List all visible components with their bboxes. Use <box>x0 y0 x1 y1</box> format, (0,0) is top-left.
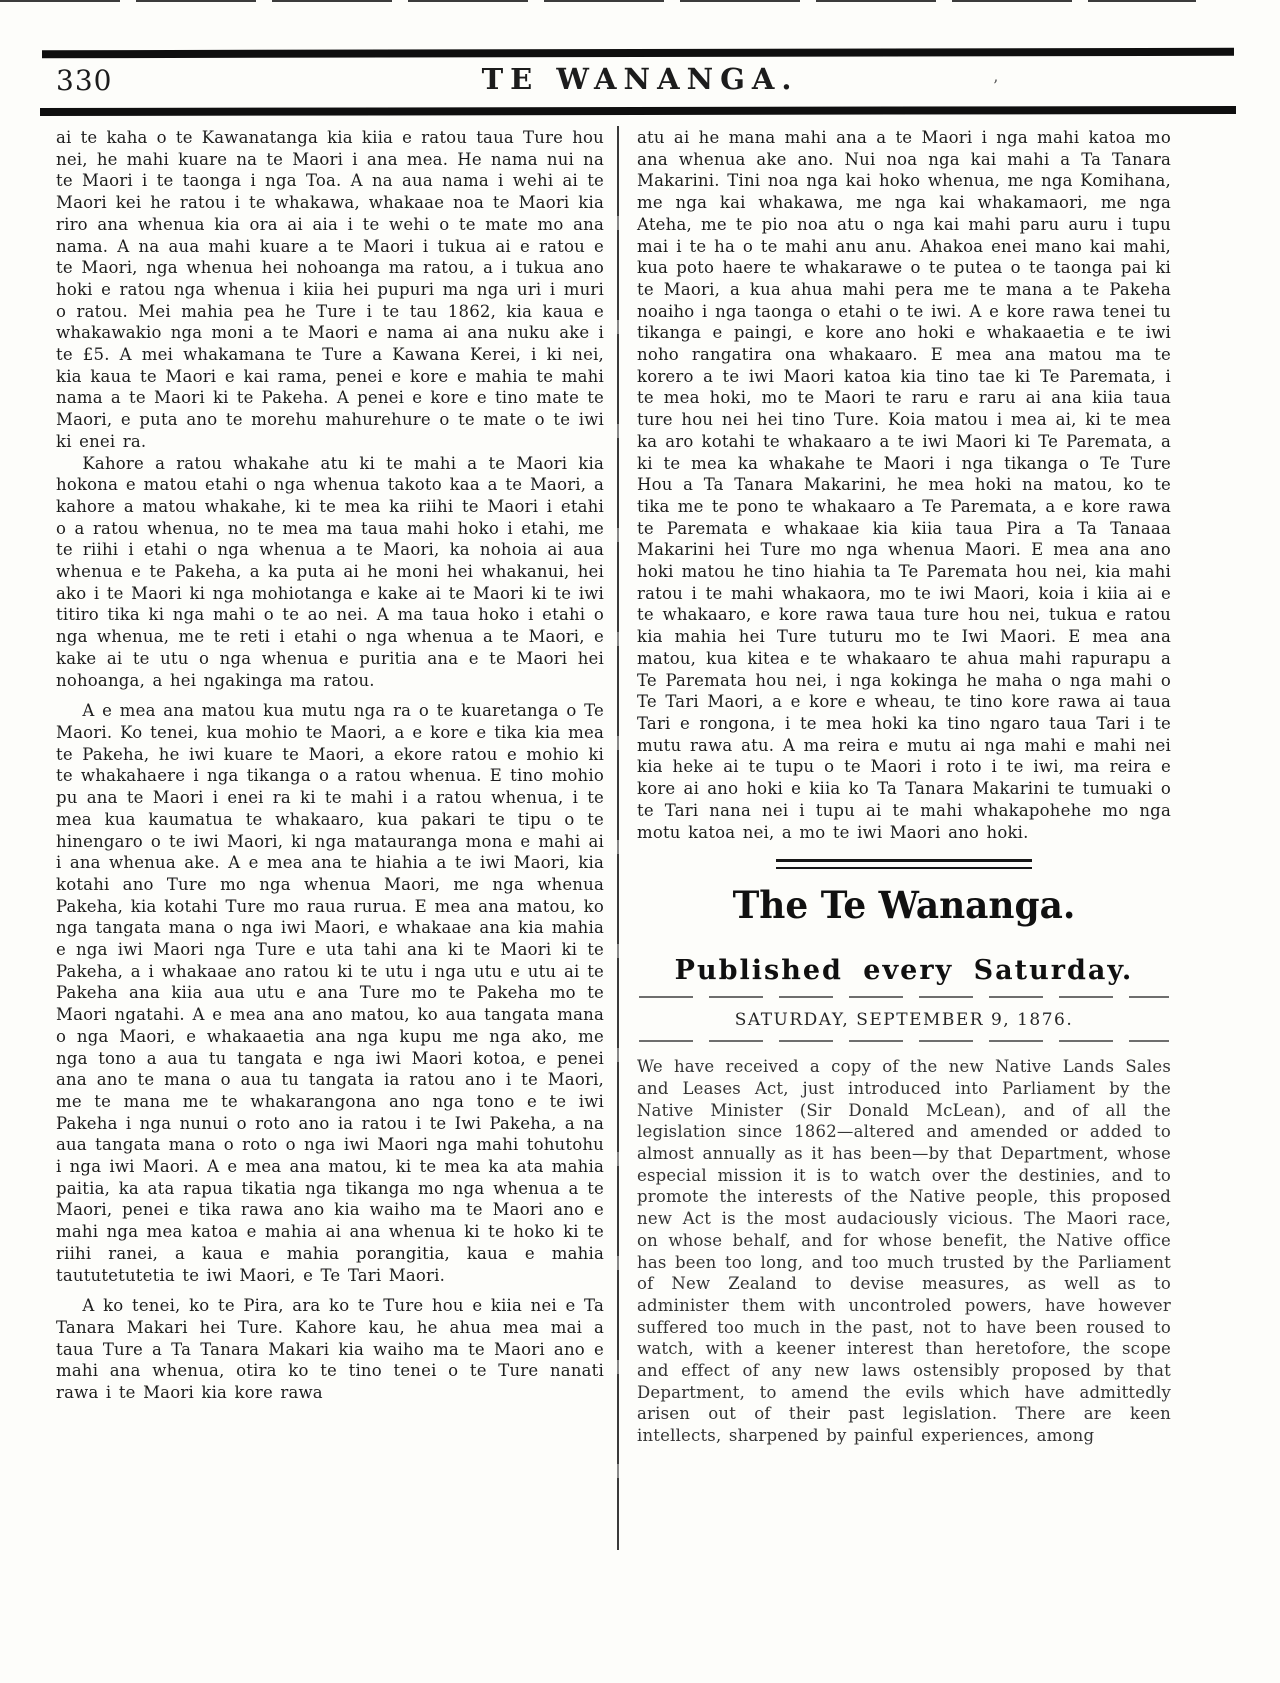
right-column <box>637 127 1171 1447</box>
ink-mark: ’ <box>993 76 999 95</box>
page-title: TE WANANGA. <box>481 62 799 96</box>
column-divider-rule <box>617 126 619 1550</box>
masthead-subtitle: Published every Saturday. <box>674 955 1134 987</box>
maori-paragraph: A e mea ana matou kua mutu nga ra o te kuaretanga o Te Maori. Ko tenei, kua mohio te Maori, a e kore e tika kia mea te Pakeha, he iwi kuare te Maori, a ekore ratou e mohio ki te whakahaere i nga tikanga o a ratou whenua. E tino mohio pu ana te Maori i enei ra ki te mahi i a ratou whenua, i te mea kua kaumatua te whakaaro, kua pakari te tipu o te hinengaro o te iwi Maori, ki nga matauranga mona e mahi ai i ana whenua ake. A e mea ana te hiahia a te iwi Maori, kia kotahi ano Ture mo nga whenua Maori, me nga whenua Pakeha, kia kotahi Ture mo raua rurua. E mea ana matou, ko nga tangata mana o nga iwi Maori, e whakaae ana kia mahia e nga iwi Maori nga Ture e uta tahi ana ki te Maori ki te Pakeha, a i whakaae ano ratou ki te utu i nga utu e utu ai te Pakeha ana kiia aua utu e ana Ture mo te Pakeha mo te Maori ngatahi. A e mea ana ano matou, ko aua tangata mana o nga Maori, e whakaaetia ana nga kupu me nga ako, me nga tono a aua tu tangata e nga iwi Maori kotoa, e penei ana ano te mana o aua tu tangata ia ratou ano i te Maori, me te mana me te whakarangona ano nga tono e te iwi Pakeha i nga nunui o roto ano ia ratou i te Iwi Pakeha, a na aua tangata mana o roto o nga iwi Maori nga mahi tohutohu i nga iwi Maori. A e mea ana matou, ki te mea ka ata mahia paitia, ka ata rapua tikatia nga tikanga mo nga whenua a te Maori, penei e tika rawa ano kia waiho ma te Maori ano e mahi nga mea katoa e mahia ai ana whenua ki te hoko ki te riihi ranei, a kaua e mahia porangitia, kaua e mahia taututetutetia te iwi Maori, e Te Tari Maori. <box>56 701 604 1285</box>
maori-paragraph: A ko tenei, ko te Pira, ara ko te Ture hou e kiia nei e Ta Tanara Makari hei Ture. Kahore kau, he ahua mea mai a taua Ture a Ta Tanara Makari kia waiho ma te Maori ano e mahi ana whenua, otira ko te tino tenei o te Ture nanati rawa i te Maori kia kore rawa <box>56 1296 604 1403</box>
maori-paragraph: atu ai he mana mahi ana a te Maori i nga mahi katoa mo ana whenua ake ano. Nui noa nga kai mahi a Ta Tanara Makarini. Tini noa nga kai hoko whenua, me nga Komihana, me nga kai whakawa, me nga kai whakamaori, me nga Ateha, me te pio noa atu o nga kai mahi paru auru i tupu mai i te ha o te mahi anu anu. Ahakoa enei mano kai mahi, kua poto haere te whakarawe o te putea o te taonga pai ki te Maori, a kua ahua mahi pera me te mana a te Pakeha noaiho i nga taonga o etahi o te iwi. A e kore rawa tenei tu tikanga e paingi, e kore ano hoki e whakaaetia e te iwi noho rangatira ona whakaaro. E mea ana matou ma te korero a te iwi Maori katoa kia tino tae ki Te Paremata, i te mea hoki, mo te Maori te raru e raru ai ana kiia taua ture hou nei hei tino Ture. Koia matou i mea ai, ki te mea ka aro kotahi te whakaaro a te iwi Maori ki Te Paremata, a ki te mea ka whakahe te Maori i nga tikanga o Te Ture Hou a Ta Tanara Makarini, he mea hoki na matou, ko te tika me te pono te whakaaro a Te Paremata, a e kore rawa te Paremata e whakaae kia kiia taua Pira a Ta Tanaaa Makarini hei Ture mo nga whenua Maori. E mea ana ano hoki matou he tino hiahia ta Te Paremata hou nei, kia mahi ratou i te mahi whakaora, mo te iwi Maori, koia i kiia ai e te whakaaro, e kore rawa taua ture hou nei, tukua e ratou kia mahia hei Ture tuturu mo te Iwi Maori. E mea ana matou, kua kitea e te whakaaro te ahua mahi rapurapu a Te Paremata hou nei, i nga kokinga he maha o nga mahi o Te Tari Maori, a e kore e wheau, te tino kore rawa ai taua Tari e rongona, i te mea hoki ka tino ngaro taua Tari i te mutu rawa atu. A ma reira e mutu ai nga mahi e mahi nei kia heke ai te tupu o te Maori i roto i te iwi, ma reira e kore ai ano hoki e kiia ko Ta Tanara Makarini te tumuaki o te Tari nana nei i tupu ai te mahi whakapohehe mo nga motu katoa nei, a mo te iwi Maori ano hoki. <box>637 128 1171 842</box>
left-column <box>56 127 604 1404</box>
english-paragraph: We have received a copy of the new Native Lands Sales and Leases Act, just introduced into Parliament by the Native Minister (Sir Donald McLean), and of all the legislation since 1862—altered and amended or added to almost annually as it has been—by that Department, whose especial mission it is to watch over the destinies, and to promote the interests of the Native people, this proposed new Act is the most audaciously vicious. The Maori race, on whose behalf, and for whose benefit, the Native office has been too long, and too much trusted by the Parliament of New Zealand to devise measures, as well as to administer them with uncontroled powers, have however suffered too much in the past, not to have been roused to watch, with a keener interest than heretofore, the scope and effect of any new laws ostensibly proposed by that Department, to amend the evils which have admittedly arisen out of their past legislation. There are keen intellects, sharpened by painful experiences, among <box>637 1057 1171 1446</box>
english-section <box>637 1056 1171 1447</box>
section-divider-rule <box>776 859 1032 869</box>
dateline-rule-top <box>639 996 1169 998</box>
maori-paragraph: ai te kaha o te Kawanatanga kia kiia e ratou taua Ture hou nei, he mahi kuare na te Maori i ana mea. He nama nui na te Maori i te taonga i nga Toa. A na aua nama i wehi ai te Maori kei he ratou i te whakawa, whakaae noa te Maori kia riro ana whenua kia ora ai aia i te wehi o te mate mo ana nama. A na aua mahi kuare a te Maori i tukua ai e ratou e te Maori, nga whenua hei nohoanga ma ratou, a i tukua ano hoki e ratou nga whenua i kiia hei pupuri ma nga uri i muri o ratou. Mei mahia pea he Ture i te tau 1862, kia kaua e whakawakio nga moni a te Maori e nama ai ana nuku ake i te £5. A mei whakamana te Ture a Kawana Kerei, i ki nei, kia kaua te Maori e kai rama, penei e kore e mahia te mahi nama a te Maori ki te Pakeha. A penei e kore e tino mate te Maori, e puta ano te morehu mahurehure o te mate o te iwi ki enei ra. <box>56 128 604 451</box>
masthead-title: The Te Wananga. <box>732 883 1076 928</box>
maori-paragraph: Kahore a ratou whakahe atu ki te mahi a te Maori kia hokona e matou etahi o nga whenua takoto kaa a te Maori, a kahore a matou whakahe, ki te mea ka riihi te Maori i etahi o a ratou whenua, no te mea ma taua mahi hoko i etahi, me te riihi i etahi o nga whenua a te Maori, ka nohoia ai aua whenua e te Pakeha, a ka puta ai he moni hei whakanui, hei ako i te Maori ki nga mohiotanga e kake ai te Maori ki te iwi titiro tika ki nga mahi o te ao nei. A ma taua hoko i etahi o nga whenua, me te reti i etahi o nga whenua a te Maori, e kake ai te utu o nga whenua e puritia ana e te Maori hei nohoanga, a hei ngakinga ma ratou. <box>56 453 604 690</box>
header-rule-thick <box>40 106 1236 116</box>
header-rule-thin <box>0 0 1196 2</box>
page-number: 330 <box>56 64 113 97</box>
dateline: SATURDAY, SEPTEMBER 9, 1876. <box>734 1010 1074 1031</box>
top-border-rule <box>42 48 1234 58</box>
dateline-rule-bottom <box>639 1040 1169 1042</box>
